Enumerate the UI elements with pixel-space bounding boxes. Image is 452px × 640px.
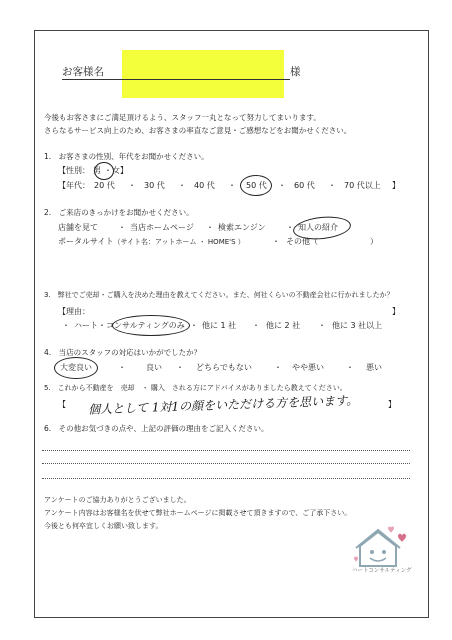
q1-age-sep-3: ・ xyxy=(228,181,236,190)
q6-line-3[interactable] xyxy=(42,478,410,479)
q1-age-40[interactable]: 40 代 xyxy=(194,181,215,190)
q3-dot-4: ・ xyxy=(318,321,326,330)
q3-dot-3: ・ xyxy=(252,321,260,330)
q2-dot-4: ・ xyxy=(272,237,280,246)
q3-opt-3-plus[interactable]: 他に 3 社以上 xyxy=(332,321,383,330)
q2-opt-portal[interactable] xyxy=(58,237,245,247)
closing-line-1: アンケートのご協力ありがとうございました。 xyxy=(44,496,191,504)
q2-opt-other[interactable]: その他（ xyxy=(286,237,318,246)
q1-age-label: 【年代： xyxy=(58,181,90,190)
q3-dot-1: ・ xyxy=(62,321,70,330)
q4-dot-1: ・ xyxy=(118,363,126,372)
q5-bracket-open: 【 xyxy=(58,400,66,409)
intro-line-1: 今後もお客さまにご満足頂けるよう、スタッフ一丸となって努力してまいります。 xyxy=(44,113,321,122)
q4-dot-3: ・ xyxy=(274,363,282,372)
q1-gender-close: 】 xyxy=(120,166,128,175)
q1-gender-female[interactable]: 女 xyxy=(112,166,120,175)
redacted-name-box xyxy=(122,50,284,98)
q1-title: 1. お客さまの性別、年代をお聞かせください。 xyxy=(44,152,209,161)
q3-opt-1-company[interactable]: 他に 1 社 xyxy=(202,321,237,330)
q5-handwritten-answer: 個人として 1対1の顔をいただける方を思います。 xyxy=(87,393,359,417)
q1-age-50[interactable]: 50 代 xyxy=(246,181,267,190)
q3-reason-close: 】 xyxy=(392,307,400,316)
q4-dot-2: ・ xyxy=(176,363,184,372)
customer-name-suffix: 様 xyxy=(290,66,301,78)
q1-age-20[interactable]: 20 代 xyxy=(94,181,115,190)
q1-male-circle xyxy=(94,162,114,180)
q1-age-70[interactable]: 70 代以上 xyxy=(344,181,381,190)
q5-title: 5. これから不動産を 売却 ・ 購入 される方にアドバイスがありましたら教えてください。 xyxy=(44,384,347,392)
q1-age-30[interactable]: 30 代 xyxy=(144,181,165,190)
q4-opt-very-bad[interactable]: 悪い xyxy=(366,363,382,372)
customer-name-label: お客様名 xyxy=(62,66,104,78)
q1-gender-separator: ・ xyxy=(104,166,112,175)
q1-age-sep-5: ・ xyxy=(328,181,336,190)
q2-other-close: ） xyxy=(370,237,378,246)
q4-opt-neutral[interactable]: どちらでもない xyxy=(196,363,252,372)
q6-line-2[interactable] xyxy=(42,463,410,464)
q5-bracket-close: 】 xyxy=(388,400,396,409)
q1-age-sep-1: ・ xyxy=(128,181,136,190)
q4-dot-4: ・ xyxy=(346,363,354,372)
q2-opt-homepage[interactable]: 当店ホームページ xyxy=(130,223,194,232)
q1-age-sep-2: ・ xyxy=(178,181,186,190)
q1-age-60[interactable]: 60 代 xyxy=(294,181,315,190)
q1-gender-row xyxy=(58,166,128,176)
q2-portal-label: ポータルサイト xyxy=(58,237,114,246)
closing-line-2: アンケート内容はお客様名を伏せて弊社ホームページに掲載させて頂きますので、ご了承下さい。 xyxy=(44,509,352,517)
q3-reason-label: 【理由： xyxy=(58,307,90,316)
q4-opt-good[interactable]: 良い xyxy=(146,363,162,372)
q3-dot-2: ・ xyxy=(190,321,198,330)
logo-text: ハートコンサルティング xyxy=(352,568,412,574)
q1-age-50-circle xyxy=(240,175,272,196)
q4-opt-very-good[interactable]: 大変良い xyxy=(60,363,92,372)
q2-opt-referral[interactable]: 知人の紹介 xyxy=(298,223,338,232)
closing-line-3: 今後とも何卒宜しくお願い致します。 xyxy=(44,522,163,530)
q6-line-1[interactable] xyxy=(42,450,410,451)
q3-opt-2-company[interactable]: 他に 2 社 xyxy=(266,321,301,330)
q2-portal-sites: （サイト名：アットホーム ・ HOME'S ） xyxy=(113,238,245,246)
q2-dot-2: ・ xyxy=(206,223,214,232)
heart-house-logo-icon xyxy=(352,524,410,570)
q2-dot-3: ・ xyxy=(286,223,294,232)
q4-opt-bad[interactable]: やや悪い xyxy=(292,363,324,372)
q4-title: 4. 当店のスタッフの対応はいかがでしたか？ xyxy=(44,348,202,357)
q2-title: 2. ご来店のきっかけをお聞かせください。 xyxy=(44,208,194,217)
q2-opt-store[interactable]: 店舗を見て xyxy=(58,223,98,232)
q4-very-good-circle xyxy=(54,357,98,379)
customer-name-underline xyxy=(62,79,290,80)
q2-dot-1: ・ xyxy=(118,223,126,232)
q1-gender-male[interactable]: 男 xyxy=(93,166,101,175)
q2-opt-search-engine[interactable]: 検索エンジン xyxy=(218,223,266,232)
q6-title: 6. その他お気づきの点や、上記の評価の理由をご記入ください。 xyxy=(44,424,269,433)
q3-opt-heart-only[interactable]: ハート・コンサルティングのみ xyxy=(74,321,185,330)
intro-line-2: さらなるサービス向上のため、お客さまの率直なご意見・ご感想などをお聞かせください。 xyxy=(44,126,352,135)
q1-age-close: 】 xyxy=(392,181,400,190)
q3-title: 3. 弊社でご売却・ご購入を決めた理由を教えてください。また、何社くらいの不動産会社に行かれましたか？ xyxy=(44,291,394,299)
q1-age-sep-4: ・ xyxy=(278,181,286,190)
q3-heart-only-circle xyxy=(112,315,190,336)
q1-gender-label: 【性別： xyxy=(58,166,90,175)
